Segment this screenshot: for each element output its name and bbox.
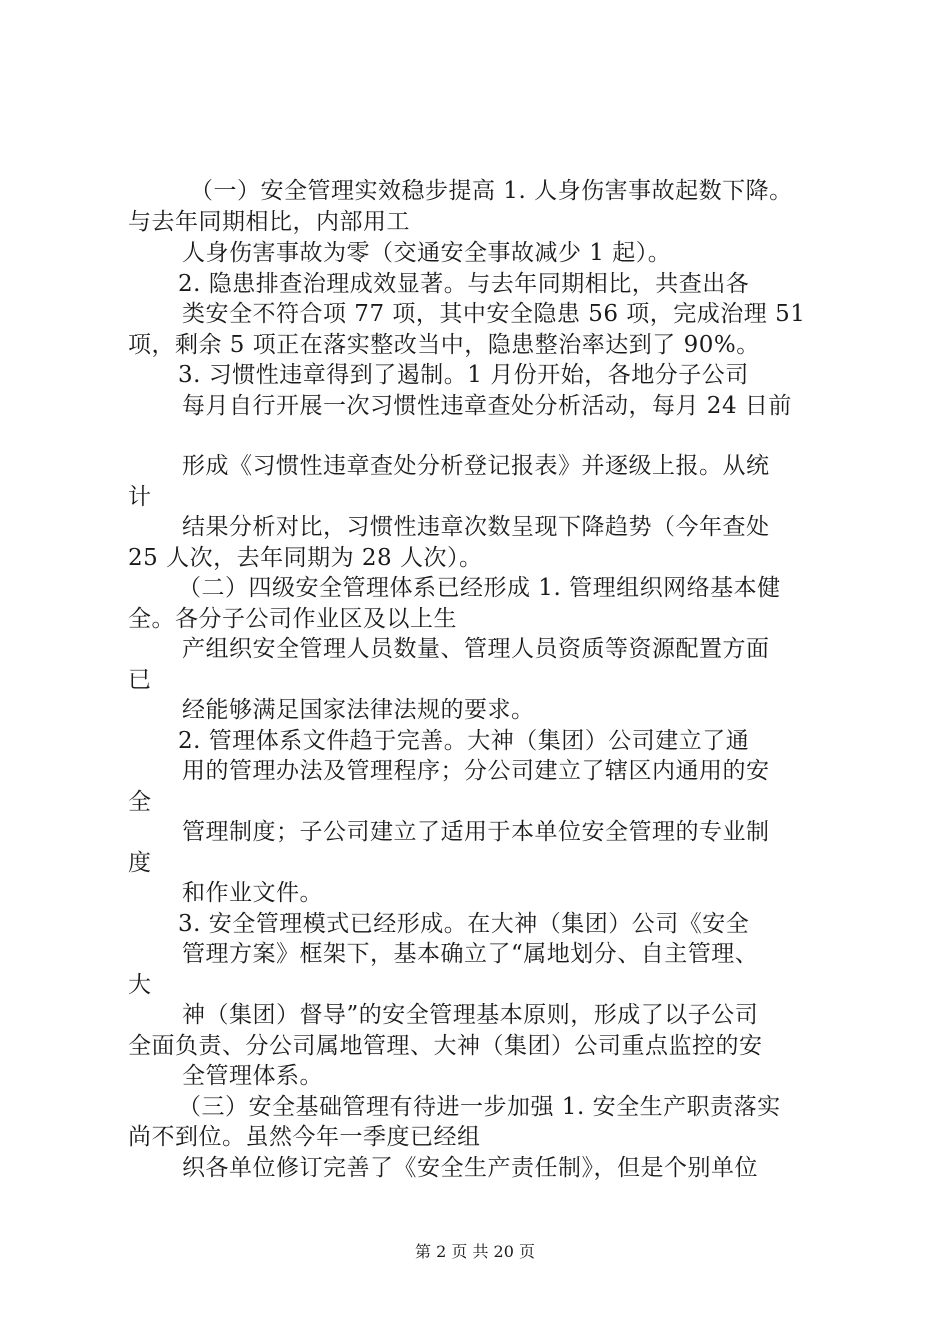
text-line: 项，剩余 5 项正在落实整改当中，隐患整治率达到了 90%。 — [128, 332, 760, 358]
text-line: 全面负责、分公司属地管理、大神（集团）公司重点监控的安 — [128, 1033, 763, 1059]
text-line: 形成《习惯性违章查处分析登记报表》并逐级上报。从统 — [182, 453, 770, 479]
text-line: 大 — [128, 972, 152, 998]
text-line: 已 — [128, 667, 152, 693]
text-line: 25 人次，去年同期为 28 人次）。 — [128, 545, 483, 571]
text-line: 与去年同期相比，内部用工 — [128, 209, 410, 235]
text-line: 产组织安全管理人员数量、管理人员资质等资源配置方面 — [182, 636, 770, 662]
text-line: 和作业文件。 — [182, 880, 323, 906]
text-line: 管理方案》框架下，基本确立了“属地划分、自主管理、 — [182, 941, 759, 967]
text-line: 每月自行开展一次习惯性违章查处分析活动，每月 24 日前 — [182, 393, 792, 419]
text-line: 计 — [128, 484, 152, 510]
text-line: 织各单位修订完善了《安全生产责任制》，但是个别单位 — [182, 1155, 758, 1181]
text-line: 2. 管理体系文件趋于完善。大神（集团）公司建立了通 — [178, 728, 750, 754]
text-line: 全。各分子公司作业区及以上生 — [128, 606, 457, 632]
text-line: （三）安全基础管理有待进一步加强 1. 安全生产职责落实 — [178, 1094, 781, 1120]
page-footer: 第 2 页 共 20 页 — [415, 1242, 535, 1261]
text-line: 经能够满足国家法律法规的要求。 — [182, 697, 535, 723]
text-line: 度 — [128, 850, 152, 876]
text-line: 3. 安全管理模式已经形成。在大神（集团）公司《安全 — [178, 911, 750, 937]
text-line: 2. 隐患排查治理成效显著。与去年同期相比，共查出各 — [178, 271, 750, 297]
text-line: （二）四级安全管理体系已经形成 1. 管理组织网络基本健 — [178, 575, 781, 601]
text-line: 全 — [128, 789, 152, 815]
text-line: 神（集团）督导”的安全管理基本原则，形成了以子公司 — [182, 1002, 759, 1028]
text-line: 用的管理办法及管理程序；分公司建立了辖区内通用的安 — [182, 758, 770, 784]
text-line: 3. 习惯性违章得到了遏制。1 月份开始，各地分子公司 — [178, 362, 749, 388]
text-line: （一）安全管理实效稳步提高 1. 人身伤害事故起数下降。 — [190, 178, 793, 204]
text-line: 类安全不符合项 77 项，其中安全隐患 56 项，完成治理 51 — [182, 301, 806, 327]
text-line: 尚不到位。虽然今年一季度已经组 — [128, 1124, 481, 1150]
text-line: 结果分析对比，习惯性违章次数呈现下降趋势（今年查处 — [182, 514, 770, 540]
text-line: 全管理体系。 — [182, 1063, 323, 1089]
text-line: 管理制度；子公司建立了适用于本单位安全管理的专业制 — [182, 819, 770, 845]
text-line: 人身伤害事故为零（交通安全事故减少 1 起）。 — [182, 240, 672, 266]
